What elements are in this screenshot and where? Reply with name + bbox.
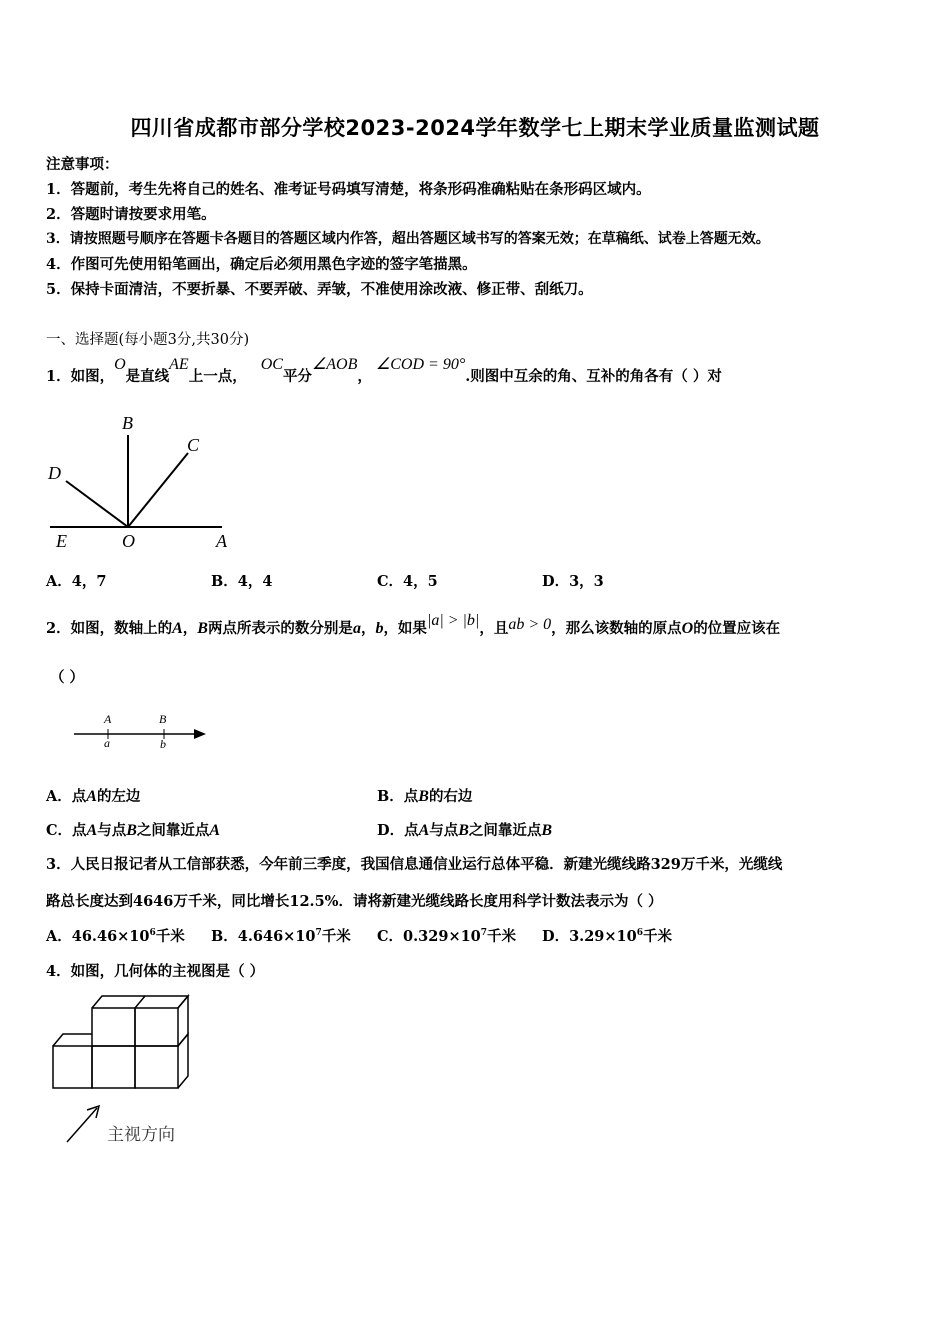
q1-text-part: ，	[357, 368, 372, 385]
q3-option-d[interactable]	[542, 925, 672, 946]
q1-math: ∠COD = 90°	[375, 356, 466, 373]
option-text: B．4.646×10	[211, 928, 316, 945]
option-exponent: 7	[480, 928, 488, 939]
q2-text-part: 两点所表示的数分别是	[207, 620, 353, 637]
option-exponent: 7	[315, 928, 322, 939]
option-text: A．46.46×10	[46, 928, 150, 945]
option-var: B	[541, 822, 553, 839]
q2-option-d[interactable]	[377, 819, 552, 840]
section-heading: 一、选择题(每小题3分,共30分)	[46, 332, 250, 348]
view-direction-arrow	[67, 1108, 97, 1142]
option-exponent: 6	[636, 928, 643, 939]
arrow-head	[194, 729, 206, 739]
q2-text-part: ，	[182, 620, 198, 637]
label-e: E	[56, 531, 67, 551]
option-text: 与点	[97, 822, 127, 839]
notice-heading: 注意事项：	[46, 156, 119, 173]
q2-math: |a| > |b|	[426, 612, 480, 629]
q2-option-b[interactable]	[377, 785, 472, 806]
q3-option-c[interactable]	[377, 925, 516, 946]
q1-option-b[interactable]: B．4，4	[211, 573, 273, 590]
q1-option-a[interactable]: A．4，7	[46, 573, 107, 590]
option-text: 千米	[155, 928, 185, 945]
q2-option-c[interactable]	[46, 819, 220, 840]
option-text: D．点	[377, 822, 419, 839]
q1-text-part: 平分	[282, 368, 312, 385]
option-text: 千米	[487, 928, 517, 945]
value-label-b: b	[160, 737, 166, 751]
cube-stack	[53, 996, 188, 1088]
page-title: 四川省成都市部分学校2023-2024学年数学七上期末学业质量监测试题	[130, 116, 820, 140]
top-face-edge	[135, 996, 145, 1008]
value-label-a: a	[104, 736, 110, 750]
option-text: 的右边	[428, 788, 473, 805]
notice-item: 2．答题时请按要求用笔。	[46, 206, 216, 223]
q4-solid-figure	[45, 990, 205, 1150]
option-text: 千米	[321, 928, 351, 945]
option-var: A	[418, 822, 430, 839]
cube-top-right	[135, 1008, 178, 1046]
option-var: A	[209, 822, 221, 839]
q1-math: AE	[169, 356, 189, 373]
q1-text-part: .则图中互余的角、互补的角各有（ ）对	[465, 368, 722, 385]
label-d: D	[48, 463, 61, 483]
option-var: A	[86, 788, 97, 805]
option-text: A．点	[46, 788, 87, 805]
q2-text-part: ，	[360, 620, 376, 637]
option-var: B	[418, 788, 429, 805]
cube-bottom-middle	[92, 1046, 135, 1088]
option-exponent: 6	[149, 928, 156, 939]
q2-math: B	[197, 620, 208, 637]
side-face-top	[178, 996, 188, 1046]
view-direction-caption: 主视方向	[107, 1125, 175, 1144]
q2-math: a	[352, 620, 361, 637]
q1-text-part: 上一点，	[188, 368, 247, 385]
q2-text-part: 2．如图，数轴上的	[46, 620, 173, 637]
point-label-a: A	[104, 712, 112, 726]
cube-bottom-right	[135, 1046, 178, 1088]
notice-item: 1．答题前，考生先将自己的姓名、准考证号码填写清楚，将条形码准确粘贴在条形码区域内。	[46, 181, 651, 198]
ray-oc	[128, 453, 188, 527]
question-1-text	[46, 356, 722, 386]
option-text: 千米	[642, 928, 672, 945]
q3-option-a[interactable]	[46, 925, 185, 946]
q2-number-line	[70, 708, 220, 753]
q2-math: ab > 0	[508, 616, 552, 633]
option-text: 之间靠近点	[468, 822, 542, 839]
left-top-face	[53, 1034, 92, 1046]
label-o: O	[122, 531, 135, 551]
q1-text-part: 1．如图，	[46, 368, 115, 385]
option-var: B	[126, 822, 137, 839]
q2-answer-blank: （ ）	[50, 669, 85, 686]
label-c: C	[187, 435, 200, 455]
notice-item: 5．保持卡面清洁，不要折暴、不要弄破、弄皱，不准使用涂改液、修正带、刮纸刀。	[46, 281, 593, 298]
option-var: A	[86, 822, 98, 839]
q2-math: b	[375, 620, 384, 637]
option-text: B．点	[377, 788, 419, 805]
option-text: D．3.29×10	[542, 928, 637, 945]
q2-text-part: ，如果	[383, 620, 427, 637]
option-text: 之间靠近点	[136, 822, 210, 839]
label-b: B	[122, 413, 133, 433]
q1-math: OC	[260, 356, 283, 373]
question-4-text: 4．如图，几何体的主视图是（ ）	[46, 963, 265, 980]
q2-option-a[interactable]	[46, 785, 140, 806]
notice-item: 3．请按照题号顺序在答题卡各题目的答题区域内作答，超出答题区域书写的答案无效；在草稿纸、试卷上答题无效。	[46, 231, 770, 247]
q2-text-part: 的位置应该在	[693, 620, 781, 637]
side-face-bottom	[178, 1034, 188, 1088]
notice-item: 4．作图可先使用铅笔画出，确定后必须用黑色字迹的签字笔描黑。	[46, 256, 477, 273]
q1-option-d[interactable]: D．3，3	[542, 573, 604, 590]
question-3-line-2: 路总长度达到4646万千米，同比增长12.5%．请将新建光缆线路长度用科学计数法表示为（ ）	[46, 893, 663, 910]
option-text: 的左边	[96, 788, 141, 805]
ray-od	[66, 481, 128, 527]
q1-angle-figure	[40, 405, 240, 555]
option-var: B	[458, 822, 469, 839]
option-text: C．0.329×10	[377, 928, 481, 945]
question-3-line-1: 3．人民日报记者从工信部获悉，今年前三季度，我国信息通信业运行总体平稳．新建光缆线路329万千米，光缆线	[46, 856, 783, 873]
q1-math: O	[114, 356, 126, 373]
cube-bottom-left	[53, 1046, 92, 1088]
option-text: C．点	[46, 822, 87, 839]
q2-text-part: ，且	[479, 620, 509, 637]
q3-option-b[interactable]	[211, 925, 351, 946]
cube-top-left	[92, 1008, 135, 1046]
q2-math: O	[681, 620, 694, 637]
option-text: 与点	[429, 822, 459, 839]
q1-text-part: 是直线	[125, 368, 170, 385]
label-a: A	[216, 531, 227, 551]
q1-option-c[interactable]: C．4，5	[377, 573, 438, 590]
point-label-b: B	[159, 712, 167, 726]
q2-math: A	[172, 620, 183, 637]
q2-text-part: ，那么该数轴的原点	[551, 620, 682, 637]
q1-math: ∠AOB	[311, 356, 358, 373]
question-2-text	[46, 612, 781, 638]
